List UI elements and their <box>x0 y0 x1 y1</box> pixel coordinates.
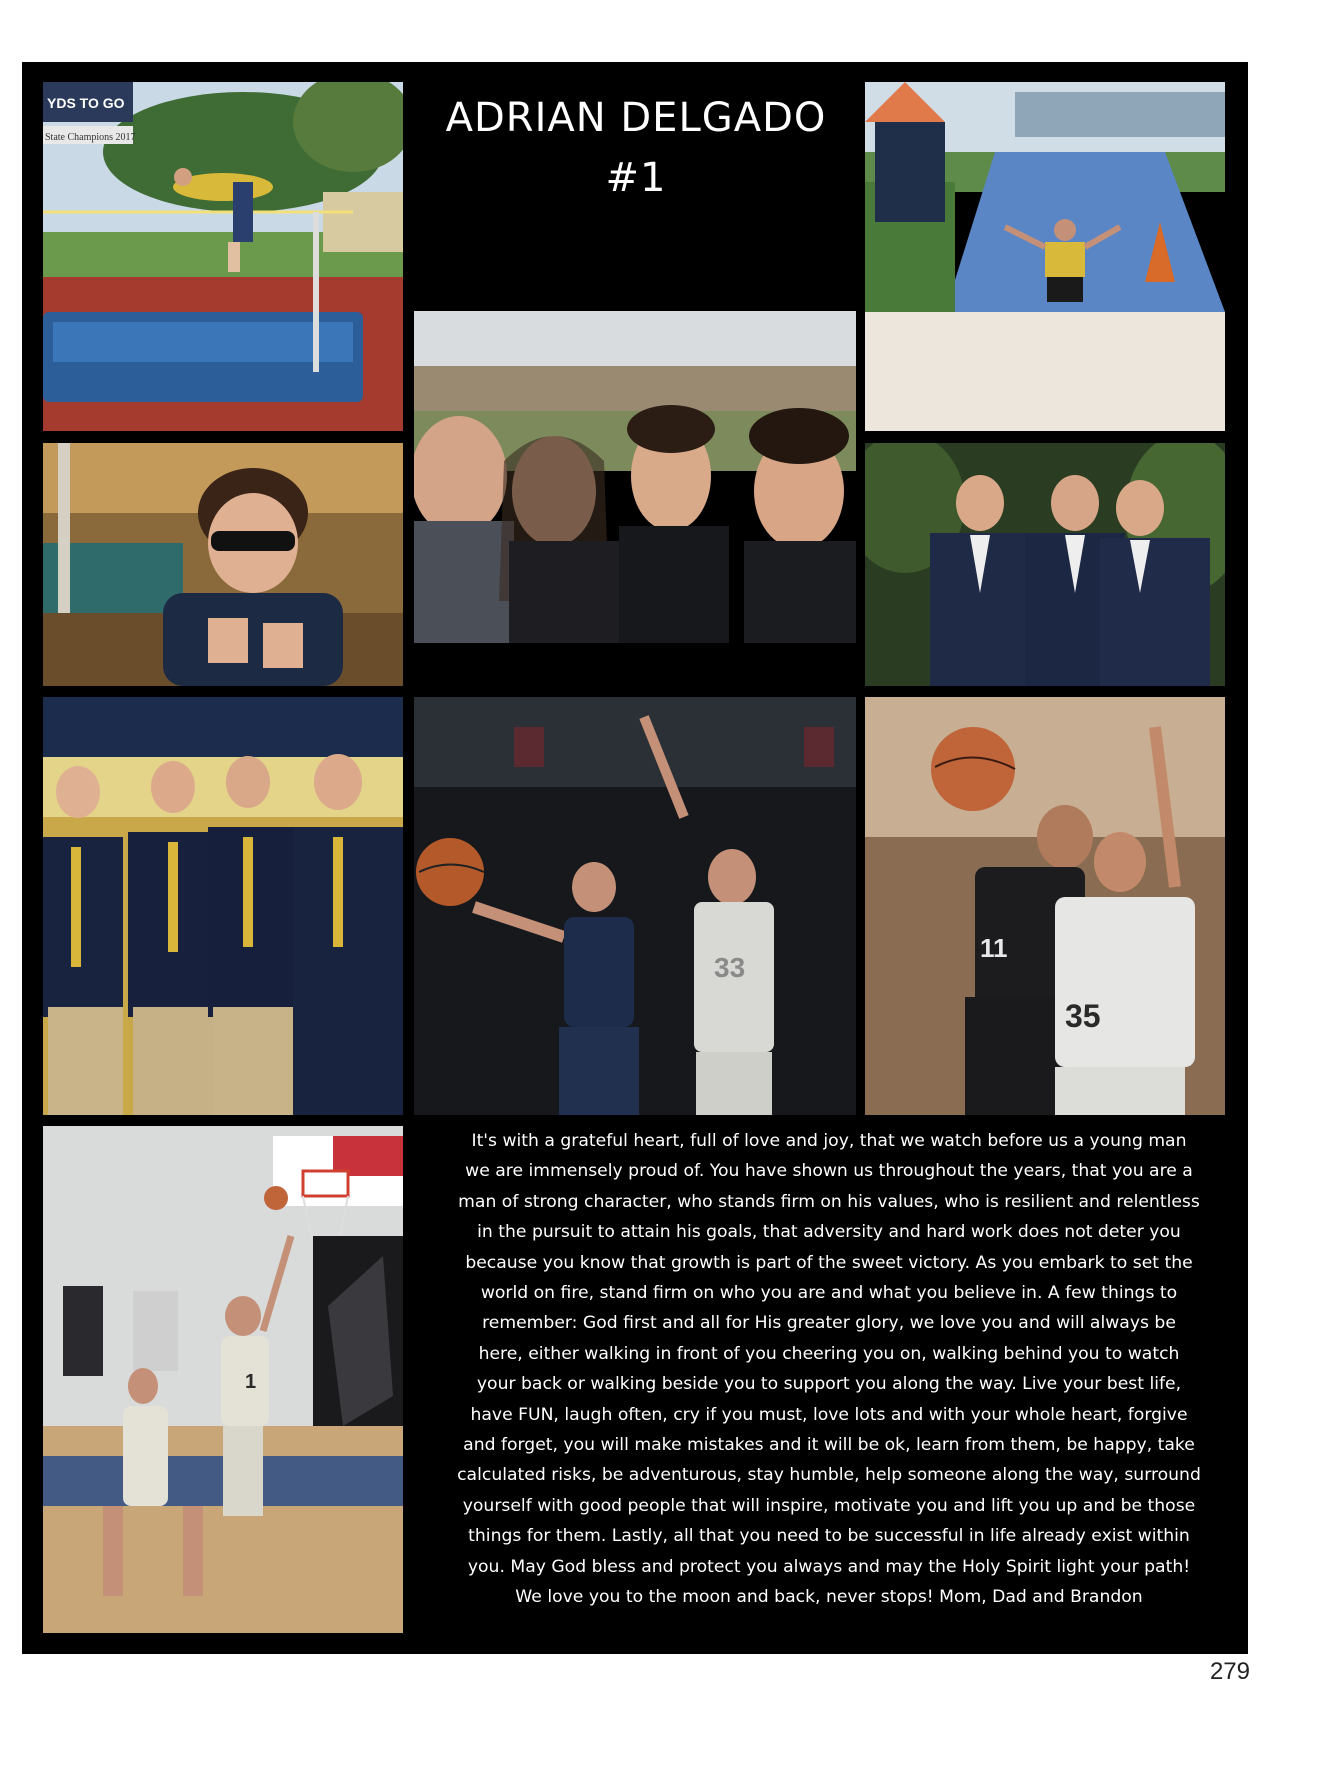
message-line: we are immensely proud of. You have shown us throughout the years, that you are a <box>465 1161 1193 1182</box>
message-line: have FUN, laugh often, cry if you must, love lots and with your whole heart, forgive <box>470 1404 1188 1425</box>
page-number: 279 <box>1209 1658 1250 1685</box>
jersey-number-33: 33 <box>714 952 746 983</box>
message-line: calculated risks, be adventurous, stay humble, help someone along the way, surround <box>457 1465 1201 1486</box>
message-line: here, either walking in front of you cheering you on, walking behind you to watch <box>478 1343 1180 1364</box>
photo-basketball-jump <box>43 1126 403 1633</box>
student-name: ADRIAN DELGADO <box>445 95 827 141</box>
message-line: and forget, you will make mistakes and it will be ok, learn from them, be happy, take <box>463 1435 1195 1456</box>
message-line: yourself with good people that will inspire, motivate you and lift you up and be those <box>462 1495 1196 1516</box>
message-line: man of strong character, who stands firm on his values, who is resilient and relentless <box>458 1191 1200 1212</box>
jersey-number-11: 11 <box>980 933 1008 963</box>
jersey-number-35: 35 <box>1065 998 1101 1034</box>
photo-four-blazers <box>43 697 403 1115</box>
message-line: It's with a grateful heart, full of love and joy, that we watch before us a young man <box>471 1131 1187 1151</box>
photo-three-suits <box>865 443 1225 686</box>
message-line: you. May God bless and protect you always and may the Holy Spirit light your path! <box>467 1556 1191 1577</box>
photo-basketball-layup <box>414 697 856 1115</box>
message-line: things for them. Lastly, all that you need to be successful in life already exist within <box>468 1526 1190 1547</box>
parent-message <box>414 1126 1244 1613</box>
jersey-number: #1 <box>605 155 667 201</box>
message-line: We love you to the moon and back, never stops! Mom, Dad and Brandon <box>515 1587 1143 1608</box>
scoreboard-text: YDS TO GO <box>47 95 125 111</box>
photo-kid-sunglasses <box>43 443 403 686</box>
photo-high-jump <box>43 82 403 431</box>
photo-basketball-shot <box>865 697 1225 1115</box>
message-line: because you know that growth is part of the sweet victory. As you embark to set the <box>465 1252 1193 1273</box>
page-title <box>406 88 866 208</box>
message-line: remember: God first and all for His greater glory, we love you and will always be <box>482 1313 1176 1334</box>
jersey-number-1: 1 <box>245 1371 257 1393</box>
message-line: world on fire, stand firm on who you are and what you believe in. A few things to <box>480 1283 1178 1304</box>
photo-family-selfie <box>414 311 856 643</box>
photo-long-jump <box>865 82 1225 431</box>
message-line: in the pursuit to attain his goals, that adversity and hard work does not deter you <box>477 1222 1181 1243</box>
banner-text: State Champions 2017 <box>45 132 136 143</box>
message-line: your back or walking beside you to support you along the way. Live your best life, <box>476 1374 1182 1395</box>
